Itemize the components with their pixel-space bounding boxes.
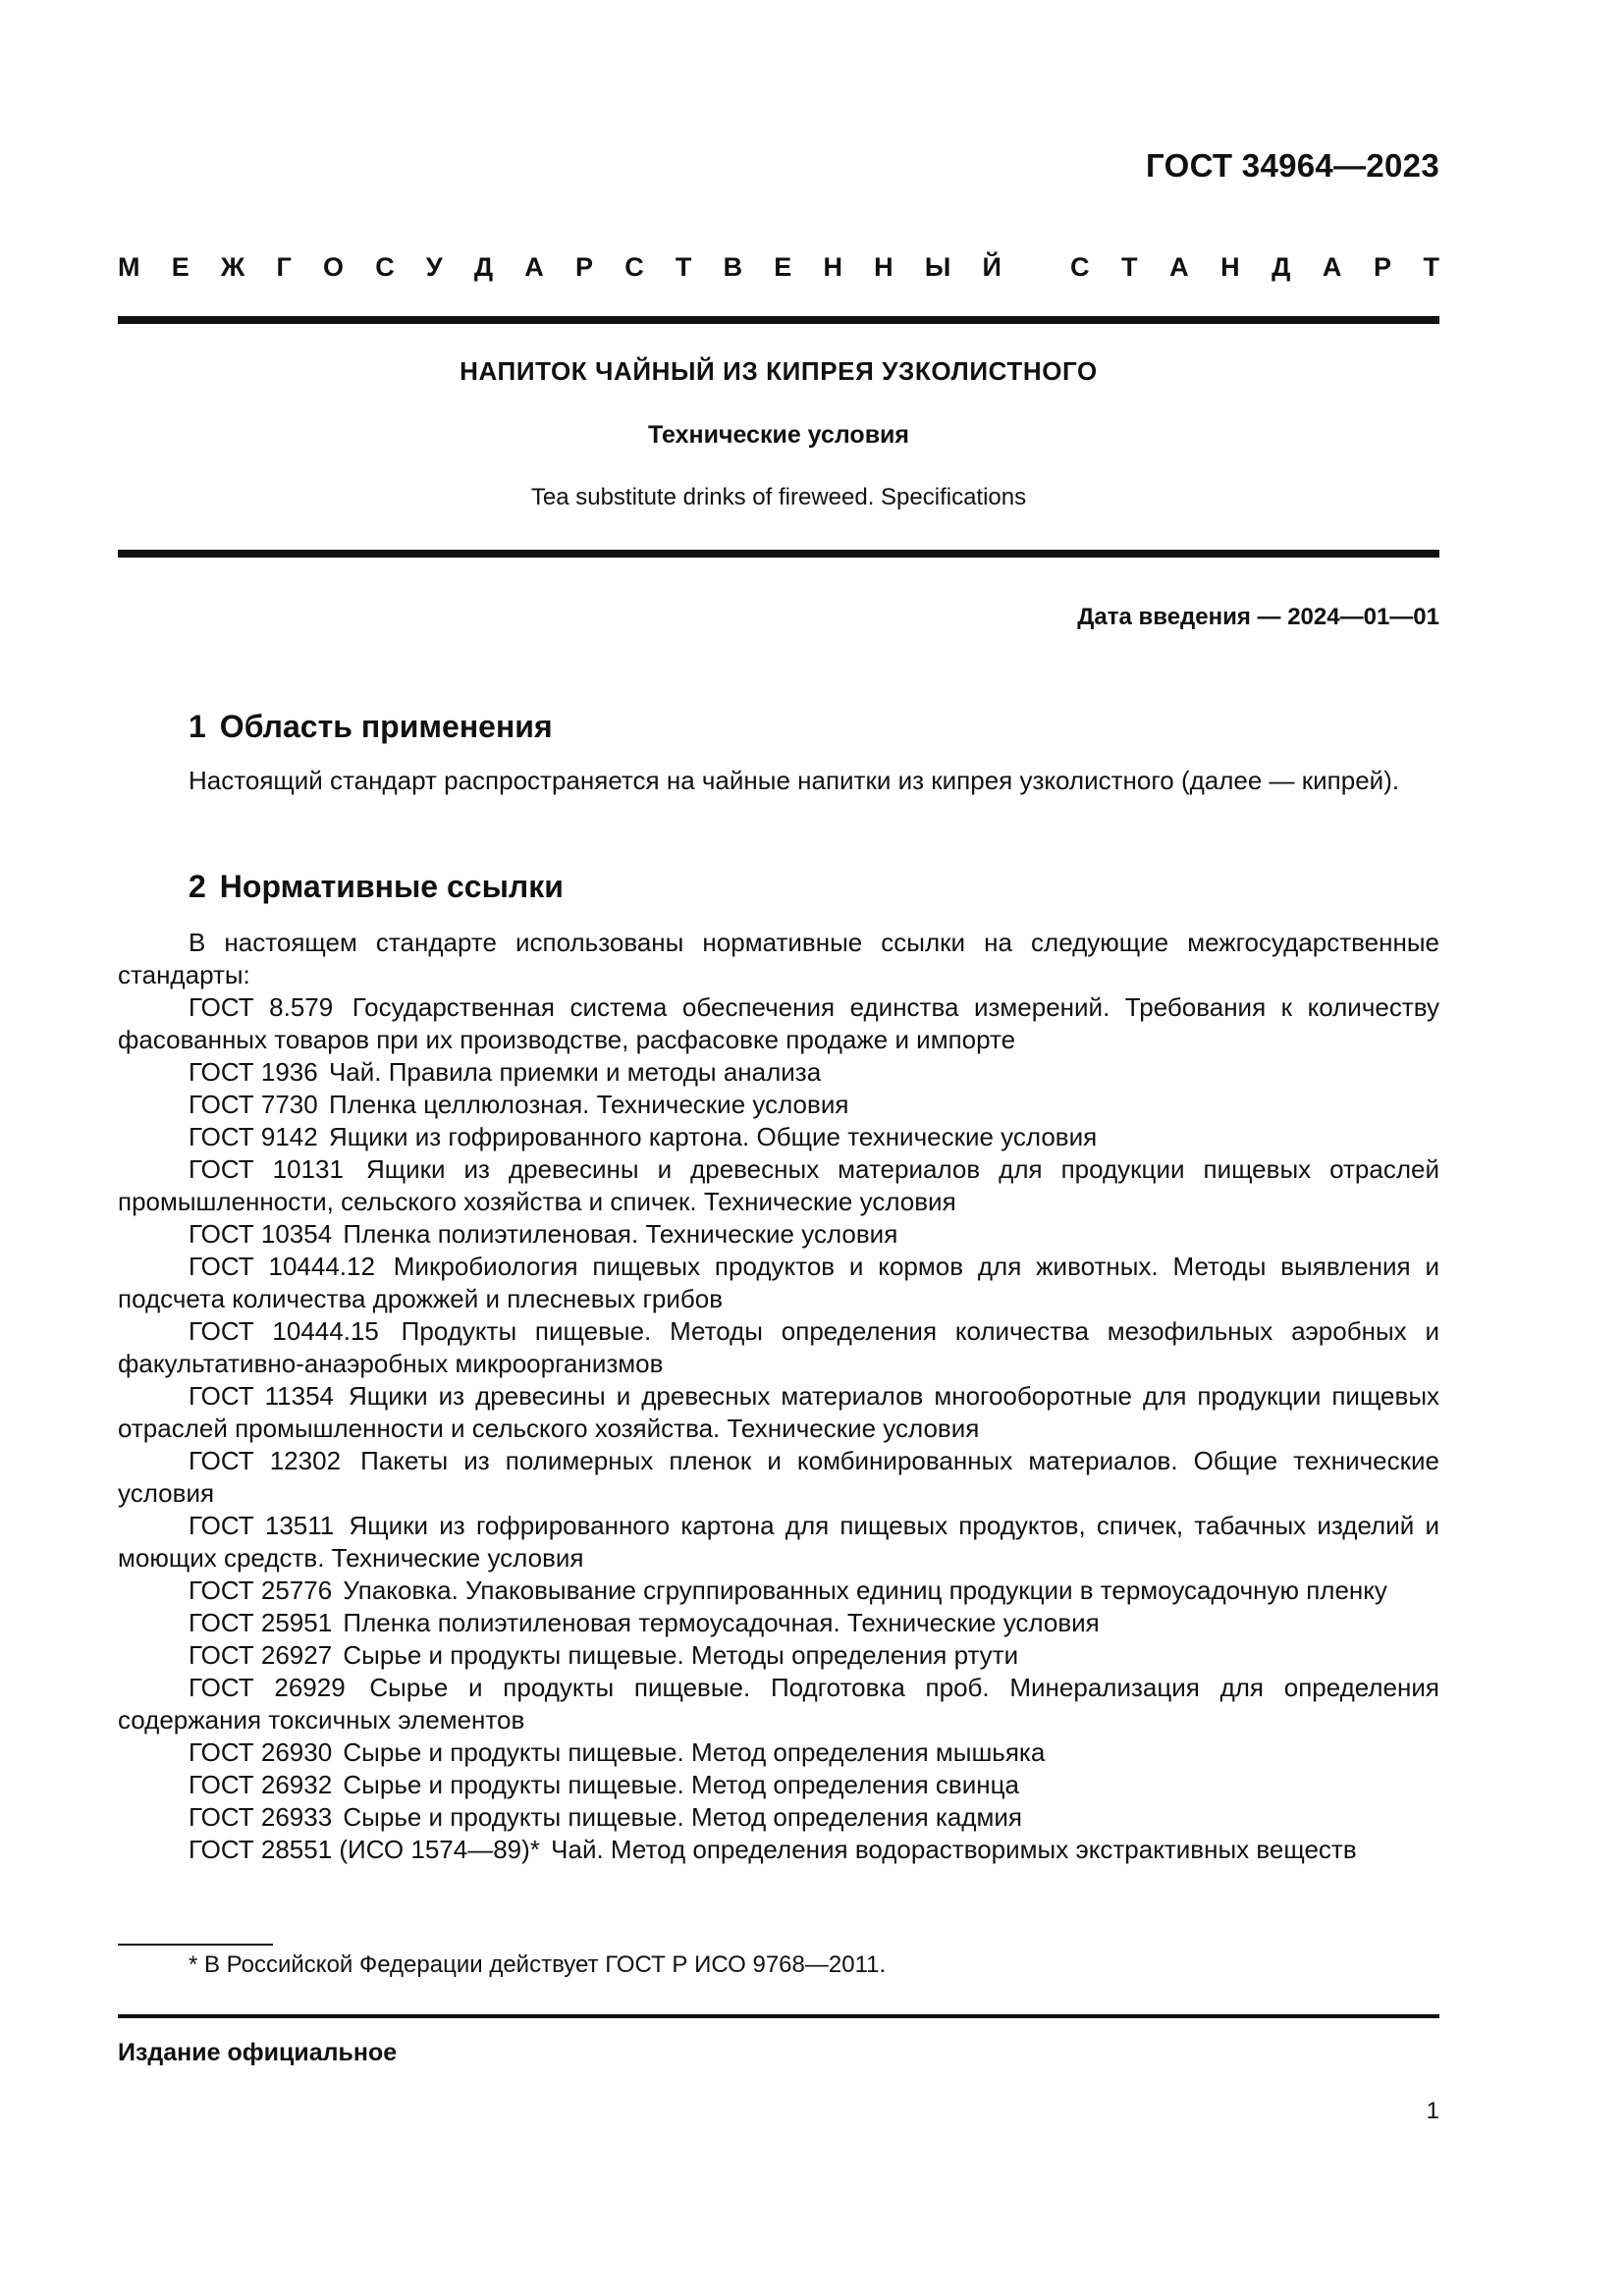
reference-item (118, 1315, 1439, 1380)
banner-letter: Ж (220, 252, 245, 282)
banner-letter: С (624, 252, 644, 282)
banner-letter: В (723, 252, 743, 282)
banner-letter: Й (982, 252, 1001, 282)
section-number: 2 (189, 869, 206, 904)
banner-letter: Ы (924, 252, 951, 282)
banner-letter: Н (823, 252, 842, 282)
reference-item (118, 1056, 1439, 1089)
reference-title: Ящики из гофрированного картона. Общие технические условия (328, 1122, 1098, 1151)
reference-item (118, 1218, 1439, 1251)
section-number: 1 (189, 709, 206, 744)
reference-item (118, 1769, 1439, 1801)
page-number: 1 (1426, 2098, 1439, 2124)
reference-item (118, 1089, 1439, 1121)
reference-item (118, 1153, 1439, 1218)
section-title: Нормативные ссылки (219, 869, 564, 904)
reference-title: Сырье и продукты пищевые. Методы определения ртути (343, 1640, 1019, 1670)
standard-word (1070, 252, 1439, 283)
reference-title: Ящики из древесины и древесных материалов многооборотные для продукции пищевых отраслей промышленности и сельского хозяйства. Технические условия (118, 1381, 1440, 1443)
reference-code: ГОСТ 26930 (189, 1737, 333, 1767)
banner-letter: Н (1220, 252, 1240, 282)
reference-title: Пакеты из полимерных пленок и комбинированных материалов. Общие технические условия (118, 1446, 1439, 1508)
reference-title: Пленка целлюлозная. Технические условия (328, 1090, 849, 1119)
banner-letter: У (425, 252, 443, 282)
reference-item (118, 1251, 1439, 1315)
reference-code: ГОСТ 28551 (ИСО 1574—89)* (189, 1835, 540, 1864)
section-heading-scope (189, 709, 553, 745)
interstate-standard-banner (118, 252, 1439, 283)
reference-title: Чай. Правила приемки и методы анализа (328, 1057, 822, 1087)
reference-item (118, 1736, 1439, 1769)
reference-title: Микробиология пищевых продуктов и кормов для животных. Методы выявления и подсчета количества дрожжей и плесневых грибов (118, 1252, 1440, 1313)
header-rule (118, 316, 1439, 324)
banner-letter: Д (473, 252, 494, 282)
banner-letter: Т (1121, 252, 1138, 282)
reference-code: ГОСТ 10131 (189, 1154, 344, 1184)
banner-letter: А (1169, 252, 1189, 282)
section-heading-normative-references (189, 869, 564, 905)
paragraph: Настоящий стандарт распространяется на чайные напитки из кипрея узколистного (далее — кипрей). (189, 766, 1400, 795)
reference-code: ГОСТ 12302 (189, 1446, 342, 1475)
reference-title: Ящики из гофрированного картона для пищевых продуктов, спичек, табачных изделий и моющих средств. Технические условия (118, 1511, 1440, 1573)
reference-item (118, 1575, 1439, 1607)
title-rule (118, 550, 1439, 558)
reference-code: ГОСТ 11354 (189, 1381, 335, 1411)
banner-letter: Р (1373, 252, 1391, 282)
reference-item (118, 1639, 1439, 1672)
reference-code: ГОСТ 10444.15 (189, 1316, 379, 1346)
banner-letter: Т (675, 252, 692, 282)
banner-letter: А (1322, 252, 1342, 282)
reference-title: Государственная система обеспечения единства измерений. Требования к количеству фасованных товаров при их производстве, расфасовке продаже и импорте (118, 992, 1439, 1054)
banner-letter: Е (171, 252, 189, 282)
reference-title: Ящики из древесины и древесных материалов для продукции пищевых отраслей промышленности, сельского хозяйства и спичек. Технические условия (118, 1154, 1440, 1216)
reference-item (118, 1607, 1439, 1639)
banner-letter: С (1070, 252, 1090, 282)
reference-item (118, 1834, 1439, 1866)
reference-code: ГОСТ 26933 (189, 1802, 333, 1832)
reference-code: ГОСТ 10354 (189, 1219, 333, 1249)
reference-item (118, 1801, 1439, 1834)
reference-code: ГОСТ 26929 (189, 1673, 346, 1702)
reference-item (118, 1121, 1439, 1153)
banner-letter: Р (574, 252, 593, 282)
reference-code: ГОСТ 10444.12 (189, 1252, 375, 1281)
reference-title: Пленка полиэтиленовая термоусадочная. Технические условия (343, 1608, 1100, 1637)
reference-code: ГОСТ 25776 (189, 1575, 333, 1605)
banner-letter: Т (1423, 252, 1439, 282)
reference-code: ГОСТ 1936 (189, 1057, 318, 1087)
reference-code: ГОСТ 13511 (189, 1511, 335, 1540)
english-title: Tea substitute drinks of fireweed. Specifications (530, 484, 1027, 510)
paragraph: В настоящем стандарте использованы нормативные ссылки на следующие межгосударственные стандарты: (118, 928, 1439, 989)
reference-code: ГОСТ 9142 (189, 1122, 318, 1151)
footer-rule (118, 2014, 1439, 2018)
reference-title: Сырье и продукты пищевые. Метод определения кадмия (343, 1802, 1022, 1832)
introduction-date: Дата введения — 2024—01—01 (1077, 604, 1439, 630)
reference-title: Продукты пищевые. Методы определения количества мезофильных аэробных и факультативно-анаэробных микроорганизмов (118, 1316, 1439, 1378)
section-body-normative-references (118, 927, 1439, 1866)
banner-letter: О (322, 252, 344, 282)
banner-letter: А (524, 252, 544, 282)
banner-letter: Н (874, 252, 893, 282)
reference-title: Сырье и продукты пищевые. Подготовка проб. Минерализация для определения содержания токсичных элементов (118, 1673, 1439, 1735)
banner-letter: Е (774, 252, 792, 282)
edition-label: Издание официальное (118, 2039, 398, 2066)
footnote: * В Российской Федерации действует ГОСТ Р ИСО 9768—2011. (189, 1951, 887, 1978)
reference-item (118, 1672, 1439, 1736)
reference-code: ГОСТ 7730 (189, 1090, 318, 1119)
reference-code: ГОСТ 26932 (189, 1770, 333, 1799)
reference-title: Сырье и продукты пищевые. Метод определения мышьяка (343, 1737, 1046, 1767)
section-body-scope (118, 765, 1439, 797)
interstate-word (118, 252, 1001, 283)
reference-title: Сырье и продукты пищевые. Метод определения свинца (343, 1770, 1019, 1799)
banner-letter: Г (276, 252, 292, 282)
reference-title: Пленка полиэтиленовая. Технические условия (343, 1219, 898, 1249)
reference-item (118, 1380, 1439, 1445)
document-title: НАПИТОК ЧАЙНЫЙ ИЗ КИПРЕЯ УЗКОЛИСТНОГО (460, 356, 1098, 386)
document-code: ГОСТ 34964—2023 (1146, 147, 1439, 184)
reference-item (118, 991, 1439, 1056)
section-title: Область применения (219, 709, 553, 744)
reference-title: Упаковка. Упаковывание сгруппированных единиц продукции в термоусадочную пленку (343, 1575, 1387, 1605)
document-subtitle: Технические условия (647, 421, 910, 449)
reference-code: ГОСТ 8.579 (189, 992, 334, 1022)
banner-letter: Д (1272, 252, 1291, 282)
footnote-separator (118, 1944, 273, 1946)
banner-letter: М (118, 252, 140, 282)
banner-letter: С (375, 252, 395, 282)
reference-item (118, 1510, 1439, 1575)
reference-title: Чай. Метод определения водорастворимых экстрактивных веществ (551, 1835, 1357, 1864)
reference-code: ГОСТ 26927 (189, 1640, 333, 1670)
reference-code: ГОСТ 25951 (189, 1608, 333, 1637)
reference-item (118, 1445, 1439, 1510)
